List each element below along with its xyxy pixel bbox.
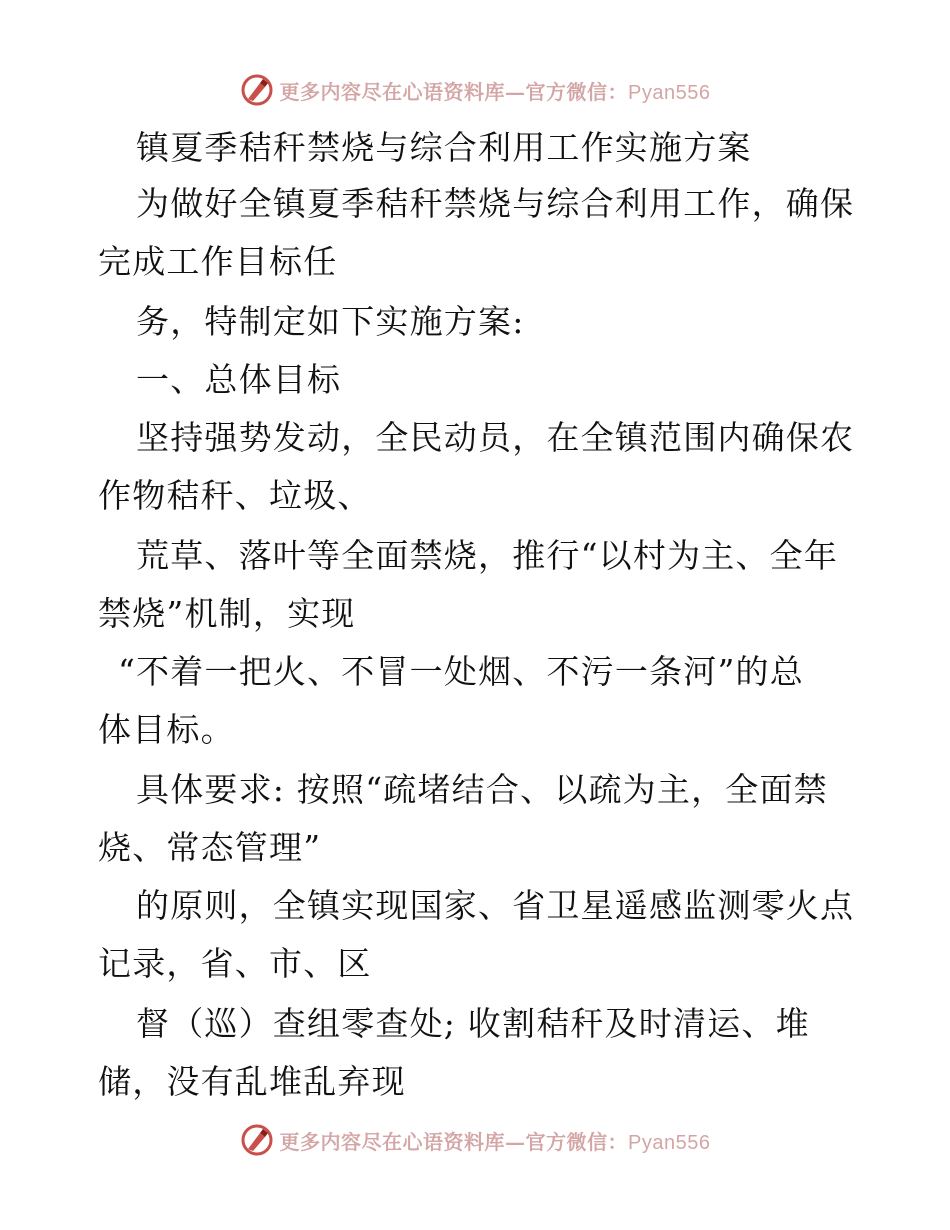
paragraph-line: 储，没有乱堆乱弃现 — [98, 1062, 406, 1101]
paragraph-line: 禁烧”机制，实现 — [98, 594, 356, 633]
paragraph-line: 务，特制定如下实施方案: — [136, 302, 525, 341]
paragraph-line: 的原则，全镇实现国家、省卫星遥感监测零火点 — [136, 886, 855, 925]
paragraph-line: 体目标。 — [98, 710, 235, 749]
paragraph-line: 坚持强势发动，全民动员，在全镇范围内确保农 — [136, 418, 855, 457]
wechat-id: Pyan556 — [628, 81, 711, 104]
document-title: 镇夏季秸秆禁烧与综合利用工作实施方案 — [136, 128, 752, 167]
paragraph-line: 为做好全镇夏季秸秆禁烧与综合利用工作，确保 — [136, 184, 855, 223]
watermark-text: 更多内容尽在心语资料库—官方微信：Pyan556 — [279, 79, 711, 104]
pen-logo-icon — [240, 1123, 274, 1157]
pen-logo-icon — [240, 73, 274, 107]
watermark-banner-bottom — [0, 1120, 950, 1160]
paragraph-line: 记录，省、市、区 — [98, 944, 372, 983]
paragraph-line: 作物秸秆、垃圾、 — [98, 476, 372, 515]
paragraph-line: 督（巡）查组零查处; 收割秸秆及时清运、堆 — [136, 1004, 810, 1043]
watermark-banner-top — [0, 70, 950, 110]
paragraph-line: 完成工作目标任 — [98, 242, 338, 281]
paragraph-line: 具体要求: 按照“疏堵结合、以疏为主，全面禁 — [136, 770, 828, 809]
paragraph-line: “不着一把火、不冒一处烟、不污一条河”的总 — [118, 652, 804, 691]
watermark-text: 更多内容尽在心语资料库—官方微信：Pyan556 — [279, 1129, 711, 1154]
paragraph-line: 烧、常态管理” — [98, 828, 322, 867]
paragraph-line: 荒草、落叶等全面禁烧，推行“以村为主、全年 — [136, 536, 839, 575]
wechat-id: Pyan556 — [628, 1131, 711, 1154]
section-heading: 一、总体目标 — [136, 360, 342, 399]
